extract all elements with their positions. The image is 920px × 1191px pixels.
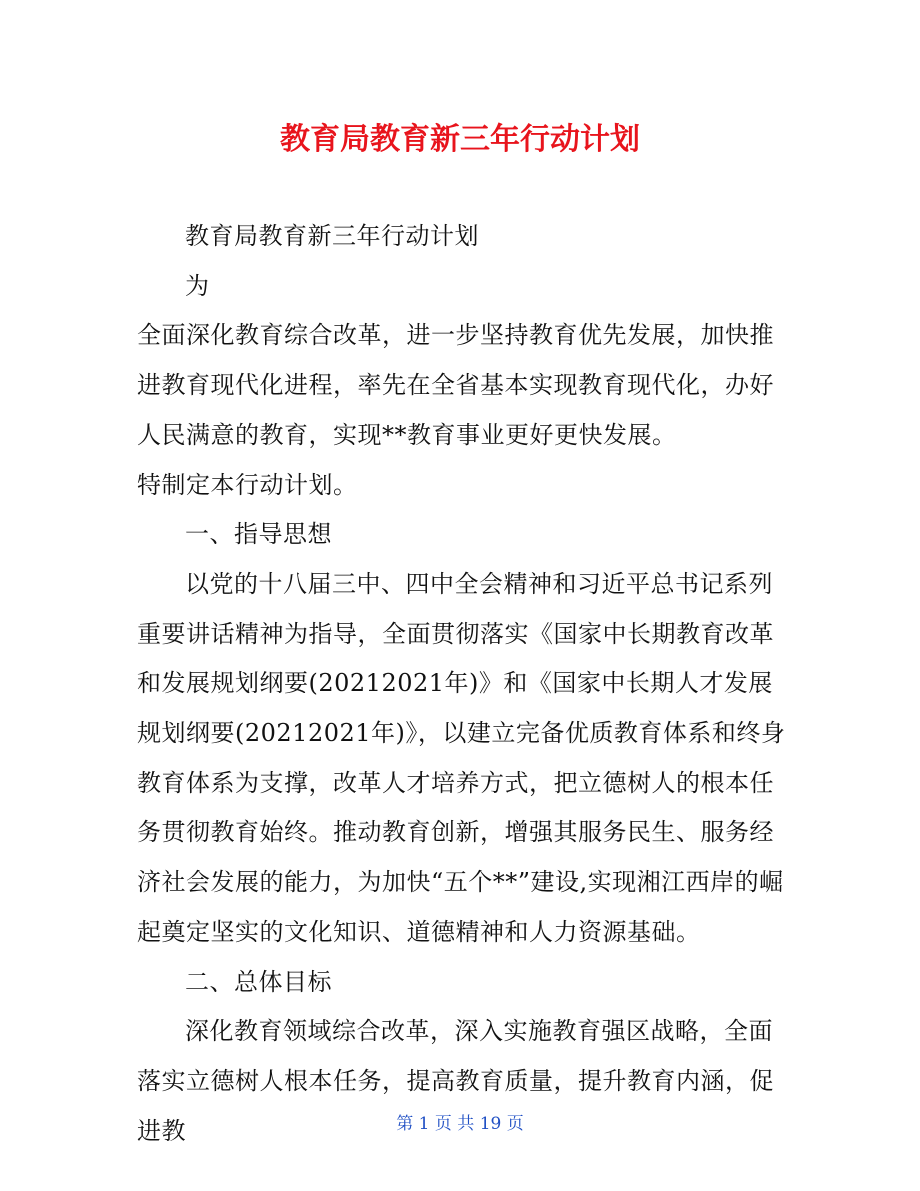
- body-paragraph: 深化教育领域综合改革，深入实施教育强区战略，全面落实立德树人根本任务，提高教育质量，提升教育内涵，促进教: [137, 1017, 774, 1145]
- body-paragraph: 为: [185, 271, 210, 300]
- document-title: 教育局教育新三年行动计划: [280, 122, 640, 157]
- page-number-footer: 第 1 页 共 19 页: [396, 1114, 524, 1134]
- body-paragraph: 全面深化教育综合改革，进一步坚持教育优先发展，加快推进教育现代化进程，率先在全省基本实现教育现代化，办好人民满意的教育，实现**教育事业更好更快发展。: [137, 321, 774, 449]
- body-paragraph: 教育局教育新三年行动计划: [185, 222, 479, 250]
- body-paragraph: 一、指导思想: [185, 520, 332, 549]
- document-body: [137, 212, 787, 1156]
- body-paragraph: 以党的十八届三中、四中全会精神和习近平总书记系列重要讲话精神为指导，全面贯彻落实《国家中长期教育改革和发展规划纲要(20212021年)》和《国家中长期人才发展规划纲要(20212021年)》，以建立完备优质教育体系和终身教育体系为支撑，改革人才培养方式，把立德树人的根本任务贯彻教育始终。推动教育创新，增强其服务民生、服务经济社会发展的能力，为加快“五个**”建设,实现湘江西岸的崛起奠定坚实的文化知识、道德精神和人力资源基础。: [137, 569, 786, 946]
- body-paragraph: 二、总体目标: [185, 967, 332, 996]
- body-paragraph: 特制定本行动计划。: [137, 470, 358, 499]
